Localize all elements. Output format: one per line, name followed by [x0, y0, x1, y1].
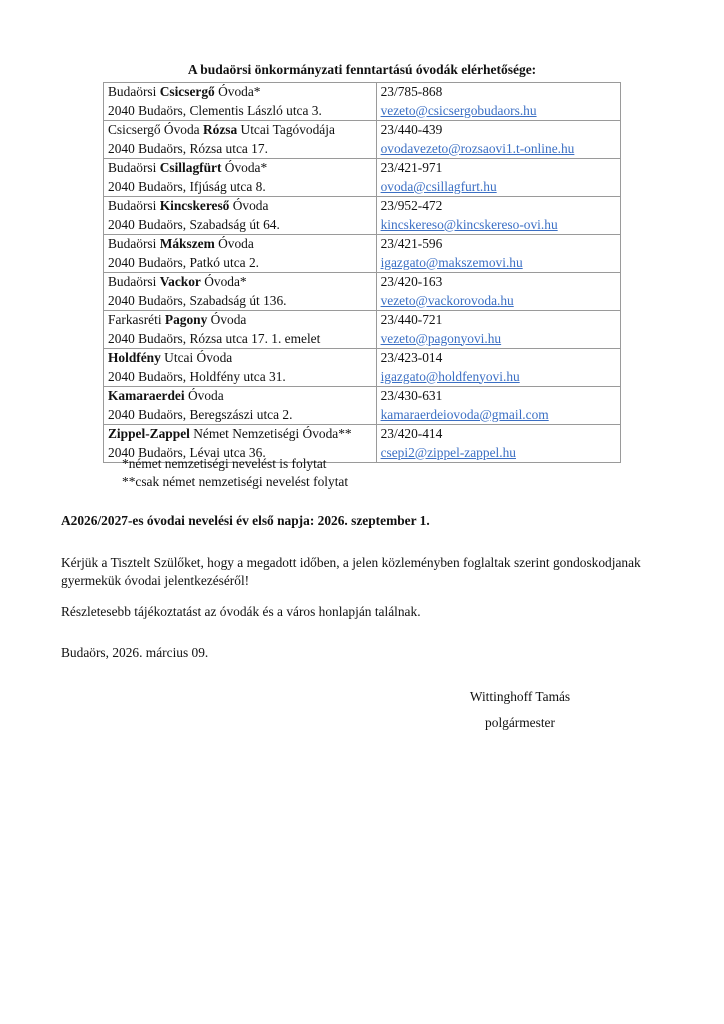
kindergarten-address: 2040 Budaörs, Lévai utca 36.	[108, 444, 266, 460]
kindergarten-name-highlight: Pagony	[164, 312, 208, 327]
table-row	[104, 83, 621, 121]
kindergarten-name-suffix: Óvoda	[184, 388, 224, 403]
kindergarten-name-suffix: Utcai Óvoda	[160, 350, 233, 365]
kindergarten-name-suffix: Óvoda	[207, 312, 247, 327]
kindergarten-contact-cell	[376, 197, 620, 235]
kindergarten-address: 2040 Budaörs, Szabadság út 136.	[108, 292, 287, 308]
kindergarten-name-highlight: Holdfény	[108, 350, 161, 365]
kindergarten-contact-cell	[376, 235, 620, 273]
kindergarten-address: 2040 Budaörs, Ifjúság utca 8.	[108, 178, 266, 194]
kindergarten-name-prefix: Budaörsi	[108, 274, 160, 289]
kindergarten-phone: 23/952-472	[380, 198, 443, 213]
kindergarten-name-prefix: Farkasréti	[108, 312, 165, 327]
kindergarten-phone: 23/440-439	[380, 122, 443, 137]
kindergarten-contact-cell	[376, 121, 620, 159]
kindergarten-name-highlight: Rózsa	[202, 122, 238, 137]
kindergarten-contact-cell	[376, 387, 620, 425]
kindergarten-name-address-cell	[104, 159, 377, 197]
kindergarten-email-link[interactable]: vezeto@csicsergobudaors.hu	[380, 102, 537, 118]
request-paragraph: Kérjük a Tisztelt Szülőket, hogy a megadott időben, a jelen közleményben foglaltak szerint gondoskodjanak gyermekük óvodai jelentkezéséről!	[61, 555, 641, 588]
kindergarten-email-link[interactable]: vezeto@vackorovoda.hu	[380, 292, 514, 308]
footnote-double-asterisk: **csak német nemzetiségi nevelést folytat	[122, 473, 349, 489]
kindergarten-name-address-cell	[104, 235, 377, 273]
kindergarten-name-highlight: Csillagfürt	[159, 160, 222, 175]
kindergarten-phone: 23/420-163	[380, 274, 443, 289]
table-row	[104, 235, 621, 273]
info-paragraph: Részletesebb tájékoztatást az óvodák és a város honlapján találnak.	[61, 604, 421, 619]
kindergarten-phone: 23/430-631	[380, 388, 443, 403]
kindergarten-name-suffix: Óvoda	[229, 198, 269, 213]
kindergarten-name	[108, 83, 376, 102]
kindergarten-email-link[interactable]: kamaraerdeiovoda@gmail.com	[380, 406, 549, 422]
kindergarten-name-highlight: Kamaraerdei	[108, 388, 185, 403]
kindergarten-name-prefix: Budaörsi	[108, 198, 160, 213]
footnote-single-asterisk: *német nemzetiségi nevelést is folytat	[122, 456, 327, 471]
table-row	[104, 273, 621, 311]
kindergarten-contact-cell	[376, 425, 620, 463]
kindergarten-address: 2040 Budaörs, Szabadság út 64.	[108, 216, 280, 232]
kindergarten-name-suffix: Óvoda*	[214, 84, 261, 99]
kindergarten-contact-cell	[376, 159, 620, 197]
kindergarten-address: 2040 Budaörs, Rózsa utca 17.	[108, 140, 268, 156]
kindergarten-address: 2040 Budaörs, Patkó utca 2.	[108, 254, 259, 270]
kindergarten-name-suffix: Óvoda*	[221, 160, 268, 175]
kindergarten-phone: 23/421-596	[380, 236, 443, 251]
kindergarten-contact-cell	[376, 273, 620, 311]
kindergarten-contact-cell	[376, 83, 620, 121]
kindergarten-email-link[interactable]: igazgato@holdfenyovi.hu	[380, 368, 520, 384]
table-row	[104, 197, 621, 235]
kindergarten-phone: 23/785-868	[380, 84, 443, 99]
footnotes	[122, 455, 348, 490]
kindergarten-name	[108, 159, 376, 178]
place-and-date: Budaörs, 2026. március 09.	[61, 645, 209, 660]
kindergarten-name-highlight: Vackor	[159, 274, 201, 289]
table-row	[104, 159, 621, 197]
kindergarten-name-prefix: Budaörsi	[108, 84, 160, 99]
kindergarten-name-prefix: Budaörsi	[108, 160, 160, 175]
kindergarten-name-address-cell	[104, 83, 377, 121]
kindergarten-address: 2040 Budaörs, Holdfény utca 31.	[108, 368, 286, 384]
signatory-title: polgármester	[485, 715, 555, 730]
kindergarten-name-highlight: Csicsergő	[159, 84, 215, 99]
kindergarten-email-link[interactable]: vezeto@pagonyovi.hu	[380, 330, 502, 346]
kindergarten-name	[108, 197, 376, 216]
kindergarten-name-highlight: Mákszem	[159, 236, 215, 251]
kindergarten-address: 2040 Budaörs, Rózsa utca 17. 1. emelet	[108, 330, 321, 346]
kindergarten-email-link[interactable]: igazgato@makszemovi.hu	[380, 254, 523, 270]
kindergarten-name-suffix: Óvoda*	[200, 274, 247, 289]
kindergarten-name-highlight: Zippel-Zappel	[108, 426, 190, 441]
kindergarten-email-link[interactable]: csepi2@zippel-zappel.hu	[380, 444, 516, 460]
kindergarten-email-link[interactable]: ovoda@csillagfurt.hu	[380, 178, 497, 194]
kindergarten-email-link[interactable]: ovodavezeto@rozsaovi1.t-online.hu	[380, 140, 575, 156]
signature-block	[440, 684, 600, 736]
document-title: A budaörsi önkormányzati fenntartású óvodák elérhetősége:	[187, 62, 537, 77]
kindergarten-name-highlight: Kincskereső	[159, 198, 230, 213]
kindergarten-contact-table	[103, 82, 621, 463]
kindergarten-name	[108, 273, 376, 292]
kindergarten-name-address-cell	[104, 197, 377, 235]
kindergarten-name	[108, 121, 376, 140]
signatory-name: Wittinghoff Tamás	[469, 689, 571, 704]
kindergarten-name	[108, 387, 376, 406]
kindergarten-phone: 23/420-414	[380, 426, 443, 441]
kindergarten-name-prefix: Budaörsi	[108, 236, 160, 251]
kindergarten-name-suffix: Óvoda	[214, 236, 254, 251]
kindergarten-name-suffix: Utcai Tagóvodája	[237, 122, 335, 137]
kindergarten-name-address-cell	[104, 349, 377, 387]
kindergarten-name	[108, 311, 376, 330]
kindergarten-name-address-cell	[104, 387, 377, 425]
kindergarten-email-link[interactable]: kincskereso@kincskereso-ovi.hu	[380, 216, 558, 232]
school-year-start-date: A2026/2027-es óvodai nevelési év első napja: 2026. szeptember 1.	[61, 513, 430, 528]
kindergarten-phone: 23/440-721	[380, 312, 443, 327]
kindergarten-name	[108, 349, 376, 368]
kindergarten-address: 2040 Budaörs, Clementis László utca 3.	[108, 102, 322, 118]
kindergarten-name-suffix: Német Nemzetiségi Óvoda**	[189, 426, 352, 441]
kindergarten-contact-cell	[376, 349, 620, 387]
kindergarten-name-address-cell	[104, 273, 377, 311]
kindergarten-phone: 23/423-014	[380, 350, 443, 365]
table-row	[104, 311, 621, 349]
kindergarten-address: 2040 Budaörs, Beregszászi utca 2.	[108, 406, 293, 422]
kindergarten-name-address-cell	[104, 311, 377, 349]
table-row	[104, 121, 621, 159]
kindergarten-name	[108, 235, 376, 254]
kindergarten-name-address-cell	[104, 121, 377, 159]
kindergarten-name-prefix: Csicsergő Óvoda	[108, 122, 203, 137]
kindergarten-phone: 23/421-971	[380, 160, 443, 175]
kindergarten-name	[108, 425, 376, 444]
table-row	[104, 387, 621, 425]
kindergarten-contact-cell	[376, 311, 620, 349]
table-row	[104, 349, 621, 387]
